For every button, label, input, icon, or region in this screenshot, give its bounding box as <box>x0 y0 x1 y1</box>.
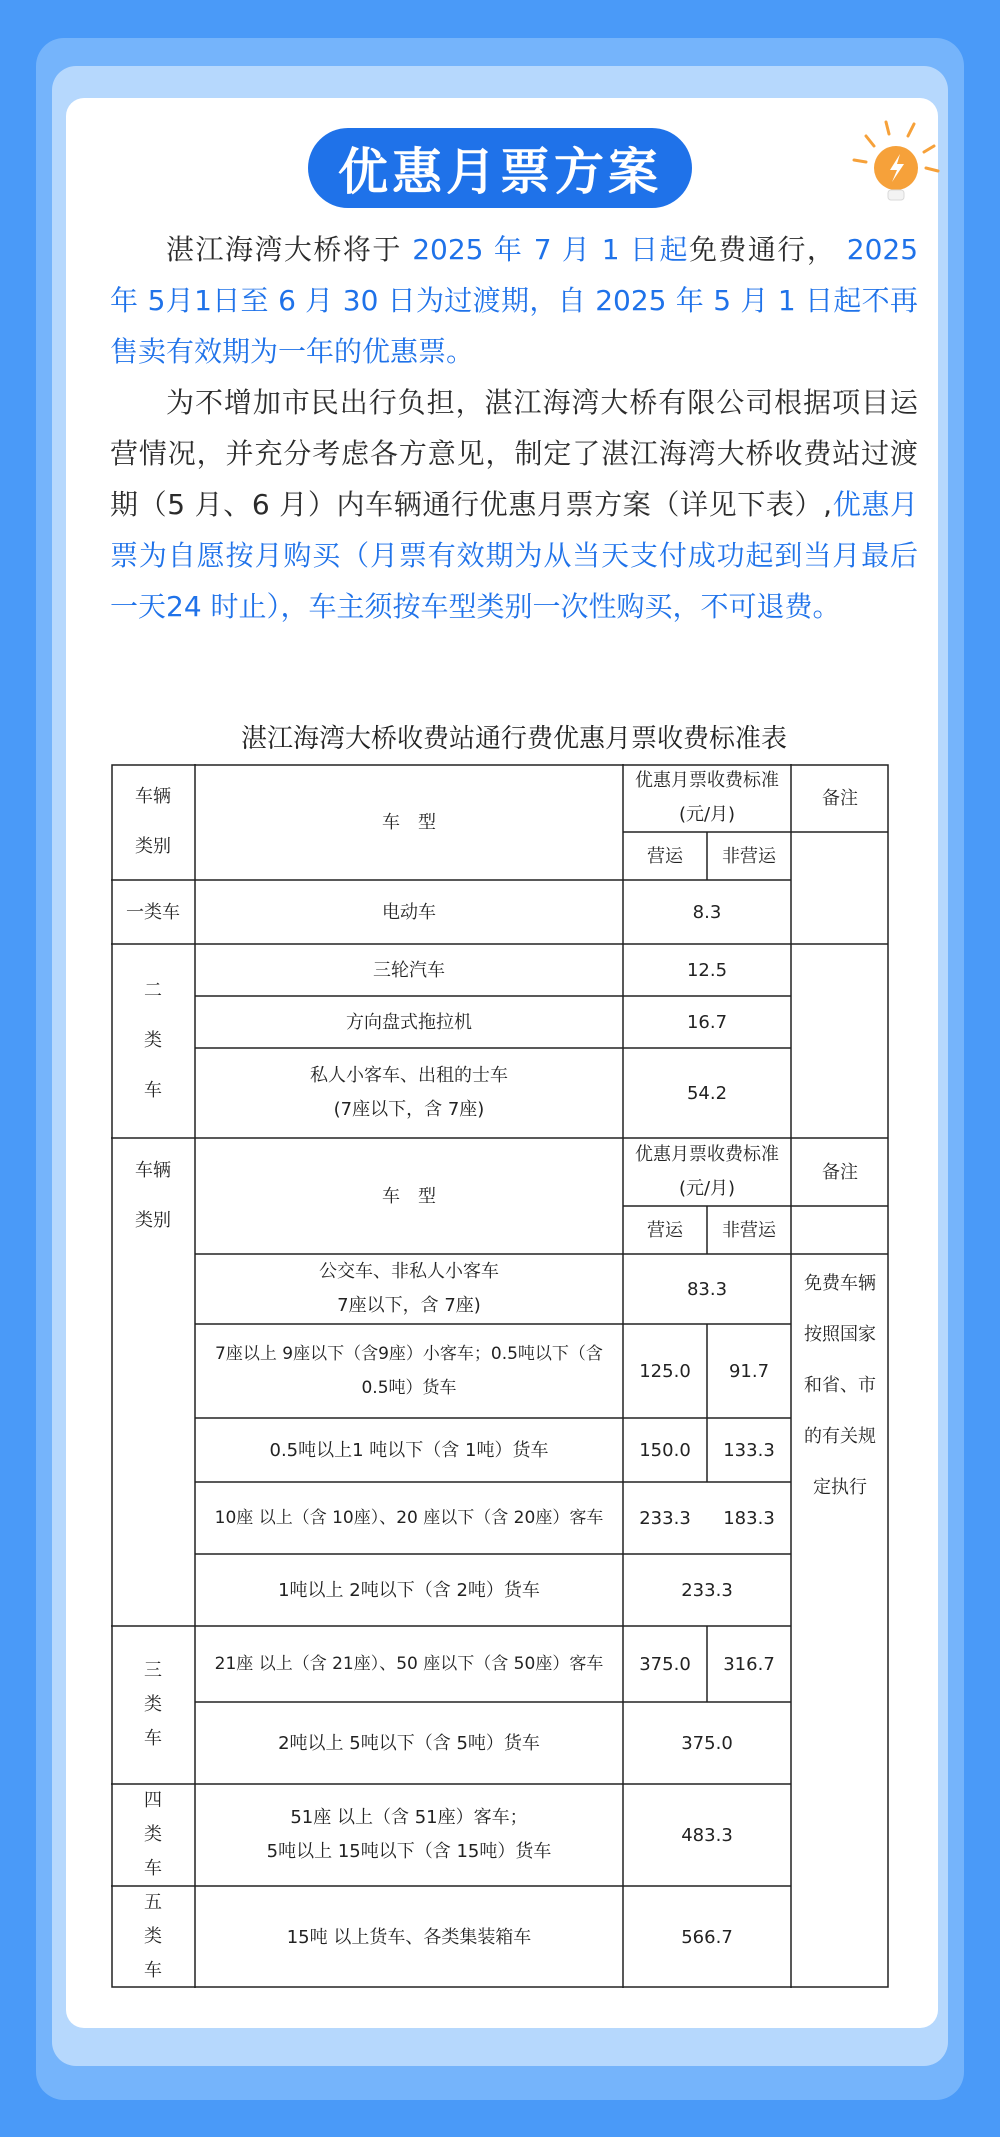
class4-label <box>111 1784 195 1886</box>
class2b-row5-fee: 233.3 <box>681 1579 733 1601</box>
header-commercial: 营运 <box>647 845 683 867</box>
header2-vehicle-type: 车 型 <box>382 1185 436 1207</box>
class3-row1-commercial: 375.0 <box>639 1653 691 1675</box>
header-category <box>111 764 195 880</box>
table-title: 湛江海湾大桥收费站通行费优惠月票收费标准表 <box>240 724 787 754</box>
class5-row-fee: 566.7 <box>681 1926 733 1948</box>
class4-row-type-line1: 51座 以上（含 51座）客车； <box>290 1807 528 1828</box>
note-line-1: 免费车辆 <box>804 1273 876 1294</box>
class2b-row1-type-line2: 7座以下，含 7座) <box>337 1295 481 1316</box>
class3-label <box>111 1626 195 1784</box>
note-line-5: 定执行 <box>813 1477 867 1498</box>
header2-commercial: 营运 <box>647 1219 683 1241</box>
header2-category-line1: 车辆 <box>135 1160 171 1181</box>
class4-row-fee: 483.3 <box>681 1824 733 1846</box>
class3-char-1: 三 <box>144 1660 162 1681</box>
class2-row3-type <box>195 1048 623 1138</box>
header2-noncommercial: 非营运 <box>722 1219 776 1241</box>
intro-p1-a: 湛江海湾大桥将于 <box>166 233 413 266</box>
class2-row1-fee: 12.5 <box>686 959 728 981</box>
class1-row-fee: 8.3 <box>692 901 722 923</box>
class2-row3-fee: 54.2 <box>686 1082 728 1104</box>
class2b-row1-type-line1: 公交车、非私人小客车 <box>319 1261 499 1282</box>
intro-p1-date: 2025 年 7 月 1 日起 <box>412 233 689 266</box>
class1-label: 一类车 <box>126 901 180 923</box>
intro-paragraph-1 <box>110 224 918 377</box>
class5-label <box>111 1886 195 1988</box>
class2b-row2-type-line2: 0.5吨）货车 <box>361 1378 457 1398</box>
header-noncommercial: 非营运 <box>722 845 776 867</box>
class1-row-type: 电动车 <box>382 901 436 923</box>
intro-paragraph-2 <box>110 377 918 632</box>
class2b-row5-type: 1吨以上 2吨以下（含 2吨）货车 <box>278 1579 540 1601</box>
class2b-row1-type <box>195 1254 623 1324</box>
header2-note: 备注 <box>822 1161 858 1183</box>
class3-row2-fee: 375.0 <box>681 1732 733 1754</box>
class2-char-3: 车 <box>144 1080 162 1101</box>
note-text <box>791 1254 889 1514</box>
class2b-row2-commercial: 125.0 <box>639 1360 691 1382</box>
header2-category <box>111 1138 195 1254</box>
note-line-3: 和省、市 <box>804 1375 876 1396</box>
class2b-row2-type <box>195 1324 623 1418</box>
class2b-row4-type: 10座 以上（含 10座）、20 座以下（含 20座）客车 <box>214 1507 604 1528</box>
class4-char-3: 车 <box>144 1858 162 1879</box>
header-fee <box>623 764 791 832</box>
class2-row3-type-line1: 私人小客车、出租的士车 <box>310 1065 508 1086</box>
header2-fee <box>623 1138 791 1206</box>
header-category-line2: 类别 <box>135 836 171 857</box>
header-fee-line1: 优惠月票收费标准 <box>635 770 779 791</box>
class5-char-2: 类 <box>144 1926 162 1947</box>
class2b-row4-noncommercial: 183.3 <box>723 1507 775 1529</box>
class2-char-2: 类 <box>144 1030 162 1051</box>
intro-text <box>110 224 918 632</box>
class2-row2-type: 方向盘式拖拉机 <box>346 1011 472 1033</box>
class2b-row4-commercial: 233.3 <box>639 1507 691 1529</box>
class2-row1-type: 三轮汽车 <box>373 959 445 981</box>
class3-char-2: 类 <box>144 1694 162 1715</box>
header-fee-line2: (元/月) <box>678 804 736 825</box>
class2b-row2-noncommercial: 91.7 <box>728 1360 770 1382</box>
class3-row1-type: 21座 以上（含 21座）、50 座以下（含 50座）客车 <box>214 1653 604 1674</box>
class2-char-1: 二 <box>144 980 162 1001</box>
class2b-row1-fee: 83.3 <box>686 1278 728 1300</box>
class4-row-type <box>195 1784 623 1886</box>
class3-row2-type: 2吨以上 5吨以下（含 5吨）货车 <box>278 1732 540 1754</box>
intro-p2-terms: 优惠月票为自愿按月购买（月票有效期为从当天支付成功起到当月最后一天24 时止），车主须按车型类别一次性购买，不可退费。 <box>110 488 918 623</box>
intro-p1-transition: 2025 年 5月1日至 6 月 30 日为过渡期，自 2025 年 5 月 1 日起不再售卖有效期为一年的优惠票。 <box>110 233 919 368</box>
class5-char-3: 车 <box>144 1960 162 1981</box>
class2-row3-type-line2: (7座以下，含 7座) <box>333 1099 485 1120</box>
class5-char-1: 五 <box>144 1892 162 1913</box>
lightbulb-icon <box>846 116 946 216</box>
class2b-row3-type: 0.5吨以上1 吨以下（含 1吨）货车 <box>269 1439 549 1461</box>
class3-row1-noncommercial: 316.7 <box>723 1653 775 1675</box>
header-note: 备注 <box>822 787 858 809</box>
note-line-2: 按照国家 <box>804 1324 876 1345</box>
page-title: 优惠月票方案 <box>308 128 692 208</box>
fee-table <box>111 764 889 1988</box>
header2-fee-line2: (元/月) <box>678 1178 736 1199</box>
class4-row-type-line2: 5吨以上 15吨以下（含 15吨）货车 <box>266 1841 552 1862</box>
header-category-line1: 车辆 <box>135 786 171 807</box>
class4-char-2: 类 <box>144 1824 162 1845</box>
class4-char-1: 四 <box>144 1790 162 1811</box>
class2-label <box>111 944 195 1138</box>
header2-category-line2: 类别 <box>135 1210 171 1231</box>
header2-fee-line1: 优惠月票收费标准 <box>635 1144 779 1165</box>
class2b-row3-noncommercial: 133.3 <box>723 1439 775 1461</box>
intro-p2-a: 为不增加市民出行负担，湛江海湾大桥有限公司根据项目运 营情况，并充分考虑各方意见，制定了湛江海湾大桥收费站过渡 期（5 月、6 月）内车辆通行优惠月票方案（详见下表）, <box>110 386 918 521</box>
header-vehicle-type: 车 型 <box>382 811 436 833</box>
class5-row-type: 15吨 以上货车、各类集装箱车 <box>286 1926 532 1948</box>
class2-row2-fee: 16.7 <box>686 1011 728 1033</box>
note-line-4: 的有关规 <box>804 1426 876 1447</box>
intro-p1-c: 免费通行， <box>688 233 847 266</box>
class2b-row2-type-line1: 7座以上 9座以下（含9座）小客车；0.5吨以下（含 <box>215 1344 603 1364</box>
class2b-row3-commercial: 150.0 <box>639 1439 691 1461</box>
class3-char-3: 车 <box>144 1728 162 1749</box>
